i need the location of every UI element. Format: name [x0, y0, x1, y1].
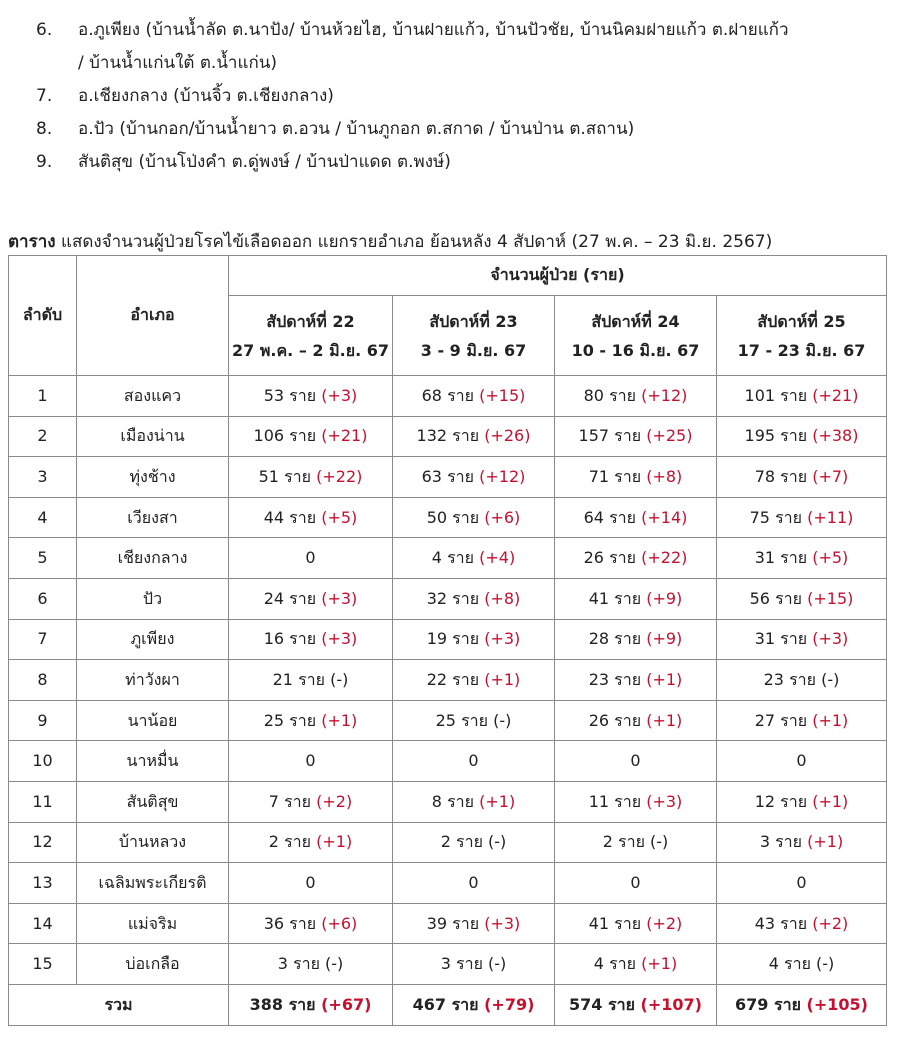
patient-count: 4 ราย: [431, 548, 475, 568]
week-cell: [555, 863, 717, 904]
row-number: 8: [9, 660, 77, 701]
weekly-change: (+3): [321, 629, 358, 649]
patient-count: 0: [305, 548, 316, 568]
district-name: สันติสุข: [77, 781, 229, 822]
table-body: [9, 376, 887, 1026]
weekly-change: (+3): [484, 629, 521, 649]
weekly-change: (+3): [321, 385, 358, 405]
patient-count: 2 ราย (-): [440, 832, 507, 852]
district-name: เมืองน่าน: [77, 416, 229, 457]
patient-count: 0: [630, 872, 641, 892]
weekly-change: (+6): [321, 913, 358, 933]
list-text: อ.ปัว (บ้านกอก/บ้านน้ำยาว ต.อวน / บ้านภูกอก ต.สกาด / บ้านป่าน ต.สถาน): [78, 119, 635, 139]
patient-count: 26 ราย: [583, 548, 637, 568]
patient-count: 21 ราย (-): [272, 669, 349, 689]
table-row: [9, 700, 887, 741]
week-cell: [393, 741, 555, 782]
list-number: 8.: [36, 119, 53, 139]
patient-count: 68 ราย: [421, 385, 475, 405]
weekly-change: (+1): [646, 669, 683, 689]
weekly-change: (+3): [646, 791, 683, 811]
week-cell: [717, 578, 887, 619]
weekly-change: (+1): [807, 832, 844, 852]
table-row: [9, 457, 887, 498]
list-item: [36, 113, 886, 146]
weekly-change: (+4): [479, 548, 516, 568]
patient-count: 0: [630, 751, 641, 771]
list-number: 9.: [36, 152, 53, 172]
patient-count: 80 ราย: [583, 385, 637, 405]
list-text: อ.ภูเพียง (บ้านน้ำลัด ต.นาปัง/ บ้านห้วยไฮ, บ้านฝายแก้ว, บ้านปัวชัย, บ้านนิคมฝายแก้ว ต.ฝายแก้ว / บ้านน้ำแก่นใต้ ต.น้ำแก่น): [78, 20, 789, 73]
weekly-change: (+26): [484, 426, 531, 446]
weekly-change: (+21): [812, 385, 859, 405]
patient-count: 195 ราย: [744, 426, 808, 446]
table-caption: [8, 228, 772, 255]
weekly-change: (+9): [646, 588, 683, 608]
weekly-change: (+2): [812, 913, 849, 933]
week-cell: [555, 416, 717, 457]
weekly-change: (+22): [641, 548, 688, 568]
weekly-change: (+1): [484, 669, 521, 689]
patient-count: 467 ราย: [412, 994, 479, 1014]
patient-count: 78 ราย: [754, 466, 808, 486]
table-row: [9, 619, 887, 660]
weekly-change: (+25): [646, 426, 693, 446]
row-number: 2: [9, 416, 77, 457]
patient-count: 2 ราย: [268, 832, 312, 852]
weekly-change: (+38): [812, 426, 859, 446]
patient-count: 3 ราย (-): [277, 954, 344, 974]
week-cell: [555, 457, 717, 498]
patient-count: 16 ราย: [263, 629, 317, 649]
district-name: นาหมื่น: [77, 741, 229, 782]
weekly-change: (+2): [316, 791, 353, 811]
table-row: [9, 660, 887, 701]
weekly-change: (+1): [479, 791, 516, 811]
patient-count: 71 ราย: [588, 466, 642, 486]
patient-count: 4 ราย (-): [768, 954, 835, 974]
week-cell: [229, 619, 393, 660]
row-number: 14: [9, 903, 77, 944]
week-cell: [555, 822, 717, 863]
total-cell: [555, 984, 717, 1025]
district-name: เชียงกลาง: [77, 538, 229, 579]
week-cell: [717, 376, 887, 417]
week-cell: [229, 578, 393, 619]
patient-count: 28 ราย: [588, 629, 642, 649]
week-cell: [393, 376, 555, 417]
district-name: ท่าวังผา: [77, 660, 229, 701]
row-number: 1: [9, 376, 77, 417]
week-header: [393, 296, 555, 376]
district-name: บ่อเกลือ: [77, 944, 229, 985]
week-cell: [229, 822, 393, 863]
district-name: นาน้อย: [77, 700, 229, 741]
weekly-change: (+1): [321, 710, 358, 730]
list-number: 7.: [36, 86, 53, 106]
total-cell: [717, 984, 887, 1025]
weekly-change: (+9): [646, 629, 683, 649]
patient-count: 26 ราย: [588, 710, 642, 730]
weekly-change: (+11): [807, 507, 854, 527]
week-cell: [717, 700, 887, 741]
week-cell: [229, 903, 393, 944]
row-number: 7: [9, 619, 77, 660]
list-text: สันติสุข (บ้านโป่งคำ ต.ดู่พงษ์ / บ้านป่าแดด ต.พงษ์): [78, 152, 451, 172]
table-row: [9, 497, 887, 538]
week-cell: [393, 944, 555, 985]
patient-count: 106 ราย: [253, 426, 317, 446]
patient-count: 32 ราย: [426, 588, 480, 608]
week-cell: [229, 863, 393, 904]
dengue-table: [8, 255, 887, 1026]
weekly-change: (+14): [641, 507, 688, 527]
row-number: 11: [9, 781, 77, 822]
week-cell: [393, 822, 555, 863]
week-cell: [229, 376, 393, 417]
weekly-change: (+8): [646, 466, 683, 486]
week-cell: [555, 781, 717, 822]
week-header: [717, 296, 887, 376]
weekly-change: (+3): [484, 913, 521, 933]
row-number: 4: [9, 497, 77, 538]
total-label: รวม: [9, 984, 229, 1025]
table-row: [9, 376, 887, 417]
week-cell: [393, 416, 555, 457]
week-cell: [393, 457, 555, 498]
week-cell: [229, 538, 393, 579]
week-label: สัปดาห์ที่ 22: [266, 311, 355, 331]
list-number: 6.: [36, 20, 53, 40]
week-cell: [717, 660, 887, 701]
week-cell: [717, 457, 887, 498]
patient-count: 23 ราย: [588, 669, 642, 689]
patient-count: 0: [305, 872, 316, 892]
list-item: [36, 146, 886, 179]
row-number: 10: [9, 741, 77, 782]
district-name: บ้านหลวง: [77, 822, 229, 863]
patient-count: 75 ราย: [749, 507, 803, 527]
week-cell: [555, 619, 717, 660]
weekly-change: (+5): [812, 548, 849, 568]
week-cell: [393, 660, 555, 701]
week-cell: [393, 903, 555, 944]
patient-count: 679 ราย: [735, 994, 801, 1014]
week-cell: [555, 944, 717, 985]
week-cell: [717, 903, 887, 944]
patient-count: 25 ราย: [263, 710, 317, 730]
row-number: 13: [9, 863, 77, 904]
header-order: ลำดับ: [9, 256, 77, 376]
week-cell: [229, 497, 393, 538]
week-cell: [717, 416, 887, 457]
patient-count: 44 ราย: [263, 507, 317, 527]
patient-count: 31 ราย: [754, 629, 808, 649]
patient-count: 0: [468, 751, 479, 771]
week-cell: [555, 376, 717, 417]
week-cell: [393, 619, 555, 660]
table-row: [9, 822, 887, 863]
table-row: [9, 863, 887, 904]
patient-count: 27 ราย: [754, 710, 808, 730]
week-header: [555, 296, 717, 376]
week-cell: [555, 741, 717, 782]
week-cell: [229, 416, 393, 457]
week-label: สัปดาห์ที่ 25: [757, 311, 846, 331]
week-cell: [393, 497, 555, 538]
header-patient-count: จำนวนผู้ป่วย (ราย): [229, 256, 887, 296]
weekly-change: (+12): [641, 385, 688, 405]
weekly-change: (+22): [316, 466, 363, 486]
week-cell: [717, 863, 887, 904]
district-name: เฉลิมพระเกียรติ: [77, 863, 229, 904]
patient-count: 43 ราย: [754, 913, 808, 933]
weekly-change: (+105): [806, 994, 868, 1014]
week-cell: [229, 741, 393, 782]
total-row: [9, 984, 887, 1025]
weekly-change: (+15): [807, 588, 854, 608]
table-row: [9, 741, 887, 782]
week-cell: [229, 457, 393, 498]
patient-count: 0: [305, 751, 316, 771]
week-cell: [393, 538, 555, 579]
district-name: แม่จริม: [77, 903, 229, 944]
patient-count: 36 ราย: [263, 913, 317, 933]
week-label: สัปดาห์ที่ 23: [429, 311, 518, 331]
weekly-change: (+1): [812, 710, 849, 730]
row-number: 15: [9, 944, 77, 985]
week-cell: [717, 538, 887, 579]
table-row: [9, 578, 887, 619]
week-cell: [555, 538, 717, 579]
patient-count: 24 ราย: [263, 588, 317, 608]
header-district: อำเภอ: [77, 256, 229, 376]
district-name: ภูเพียง: [77, 619, 229, 660]
week-cell: [717, 822, 887, 863]
table-row: [9, 416, 887, 457]
list-item: [36, 80, 886, 113]
weekly-change: (+79): [484, 994, 535, 1014]
patient-count: 41 ราย: [588, 913, 642, 933]
week-cell: [555, 700, 717, 741]
week-cell: [229, 700, 393, 741]
weekly-change: (+7): [812, 466, 849, 486]
row-number: 3: [9, 457, 77, 498]
patient-count: 41 ราย: [588, 588, 642, 608]
week-cell: [229, 944, 393, 985]
total-cell: [229, 984, 393, 1025]
patient-count: 53 ราย: [263, 385, 317, 405]
table-row: [9, 903, 887, 944]
week-cell: [229, 781, 393, 822]
weekly-change: (+1): [812, 791, 849, 811]
weekly-change: (+67): [321, 994, 372, 1014]
row-number: 12: [9, 822, 77, 863]
weekly-change: (+6): [484, 507, 521, 527]
patient-count: 2 ราย (-): [602, 832, 669, 852]
week-range: 10 - 16 มิ.ย. 67: [571, 340, 700, 360]
list-item: [36, 14, 886, 80]
weekly-change: (+5): [321, 507, 358, 527]
patient-count: 22 ราย: [426, 669, 480, 689]
patient-count: 19 ราย: [426, 629, 480, 649]
week-range: 3 - 9 มิ.ย. 67: [420, 340, 527, 360]
patient-count: 11 ราย: [588, 791, 642, 811]
row-number: 6: [9, 578, 77, 619]
patient-count: 31 ราย: [754, 548, 808, 568]
weekly-change: (+107): [640, 994, 702, 1014]
patient-count: 0: [796, 751, 807, 771]
patient-count: 574 ราย: [569, 994, 635, 1014]
patient-count: 0: [796, 872, 807, 892]
week-cell: [717, 944, 887, 985]
week-label: สัปดาห์ที่ 24: [591, 311, 680, 331]
weekly-change: (+1): [316, 832, 353, 852]
patient-count: 25 ราย (-): [435, 710, 512, 730]
week-cell: [717, 619, 887, 660]
weekly-change: (+1): [646, 710, 683, 730]
patient-count: 50 ราย: [426, 507, 480, 527]
row-number: 5: [9, 538, 77, 579]
weekly-change: (+12): [479, 466, 526, 486]
weekly-change: (+2): [646, 913, 683, 933]
week-range: 27 พ.ค. – 2 มิ.ย. 67: [232, 340, 389, 360]
patient-count: 8 ราย: [431, 791, 475, 811]
caption-bold: ตาราง: [8, 232, 56, 252]
week-cell: [717, 781, 887, 822]
patient-count: 0: [468, 872, 479, 892]
weekly-change: (+15): [479, 385, 526, 405]
patient-count: 64 ราย: [583, 507, 637, 527]
district-name: ทุ่งช้าง: [77, 457, 229, 498]
week-cell: [393, 578, 555, 619]
patient-count: 4 ราย: [593, 954, 637, 974]
district-name: สองแคว: [77, 376, 229, 417]
week-cell: [555, 903, 717, 944]
weekly-change: (+1): [641, 954, 678, 974]
week-range: 17 - 23 มิ.ย. 67: [737, 340, 866, 360]
caption-text: แสดงจำนวนผู้ป่วยโรคไข้เลือดออก แยกรายอำเภอ ย้อนหลัง 4 สัปดาห์ (27 พ.ค. – 23 มิ.ย. 2567): [55, 232, 773, 252]
week-cell: [555, 578, 717, 619]
table-row: [9, 944, 887, 985]
patient-count: 101 ราย: [744, 385, 808, 405]
patient-count: 132 ราย: [416, 426, 480, 446]
patient-count: 3 ราย (-): [440, 954, 507, 974]
week-cell: [555, 497, 717, 538]
week-cell: [393, 863, 555, 904]
patient-count: 3 ราย: [759, 832, 803, 852]
week-cell: [555, 660, 717, 701]
row-number: 9: [9, 700, 77, 741]
week-cell: [393, 781, 555, 822]
patient-count: 157 ราย: [578, 426, 642, 446]
patient-count: 7 ราย: [268, 791, 312, 811]
week-cell: [393, 700, 555, 741]
weekly-change: (+3): [812, 629, 849, 649]
patient-count: 23 ราย (-): [763, 669, 840, 689]
week-cell: [717, 497, 887, 538]
table-row: [9, 781, 887, 822]
list-text: อ.เชียงกลาง (บ้านจิ้ว ต.เชียงกลาง): [78, 86, 334, 106]
weekly-change: (+8): [484, 588, 521, 608]
total-cell: [393, 984, 555, 1025]
patient-count: 56 ราย: [749, 588, 803, 608]
week-cell: [717, 741, 887, 782]
patient-count: 12 ราย: [754, 791, 808, 811]
patient-count: 51 ราย: [258, 466, 312, 486]
patient-count: 39 ราย: [426, 913, 480, 933]
district-name: ปัว: [77, 578, 229, 619]
district-list: [36, 14, 886, 179]
table-row: [9, 538, 887, 579]
patient-count: 63 ราย: [421, 466, 475, 486]
weekly-change: (+3): [321, 588, 358, 608]
patient-count: 388 ราย: [249, 994, 316, 1014]
week-cell: [229, 660, 393, 701]
weekly-change: (+21): [321, 426, 368, 446]
district-name: เวียงสา: [77, 497, 229, 538]
week-header: [229, 296, 393, 376]
